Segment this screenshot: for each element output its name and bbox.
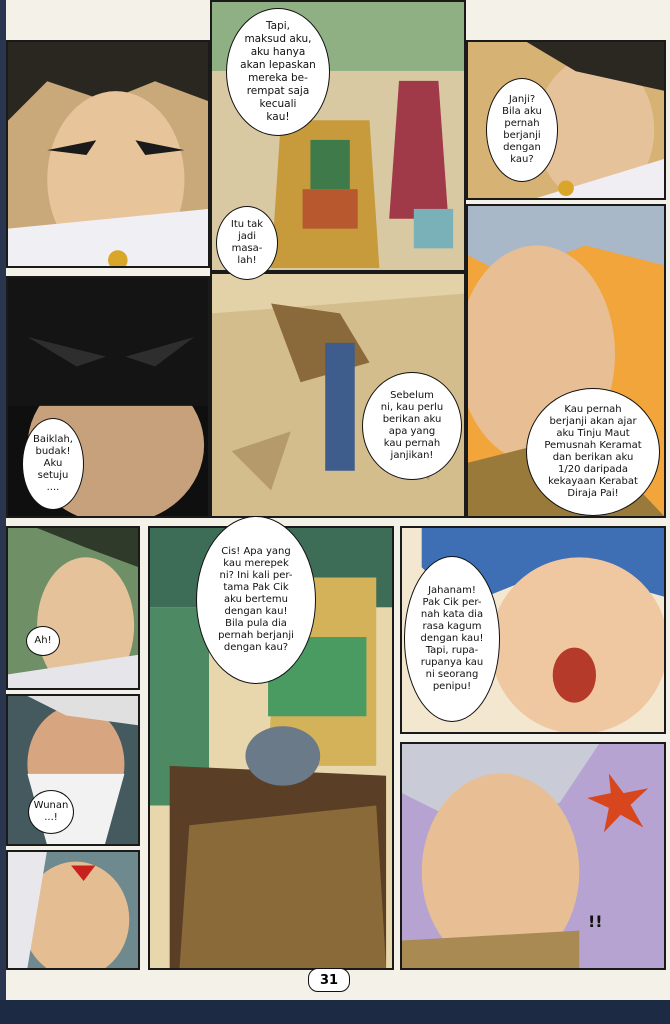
speech-bubble: Ah!: [26, 626, 60, 656]
speech-bubble: Wunan ...!: [28, 790, 74, 834]
panel-10: [6, 694, 140, 846]
speech-bubble: Cis! Apa yang kau merepek ni? Ini kali per- tama Pak Cik aku bertemu dengan kau! Bila pula dia pernah berjanji dengan kau?: [196, 516, 316, 684]
character-face-art: [8, 528, 138, 688]
panel-7: [6, 526, 140, 690]
panel-12: [400, 742, 666, 970]
speech-bubble: Janji? Bila aku pernah berjanji dengan kau?: [486, 78, 558, 182]
character-face-art: [8, 696, 138, 844]
bottom-edge: [0, 1000, 670, 1024]
speech-bubble: Baiklah, budak! Aku setuju ....: [22, 418, 84, 510]
speech-bubble: Jahanam! Pak Cik per- nah kata dia rasa kagum dengan kau! Tapi, rupa- rupanya kau ni seorang penipu!: [404, 556, 500, 722]
speech-bubble: Tapi, maksud aku, aku hanya akan lepaskan mereka be- rempat saja kecuali kau!: [226, 8, 330, 136]
speech-bubble: Sebelum ni, kau perlu berikan aku apa yang kau pernah janjikan!: [362, 372, 462, 480]
character-face-art: [8, 42, 208, 266]
panel-1: [6, 40, 210, 268]
speech-bubble: Itu tak jadi masa- lah!: [216, 206, 278, 280]
exclamation-mark: !!: [588, 912, 603, 931]
character-face-art: [402, 744, 664, 968]
character-face-art: [8, 852, 138, 968]
panel-11: [6, 850, 140, 970]
page-number: 31: [308, 968, 350, 992]
speech-bubble: Kau pernah berjanji akan ajar aku Tinju Maut Pemusnah Keramat dan berikan aku 1/20 daripada kekayaan Kerabat Diraja Pai!: [526, 388, 660, 516]
